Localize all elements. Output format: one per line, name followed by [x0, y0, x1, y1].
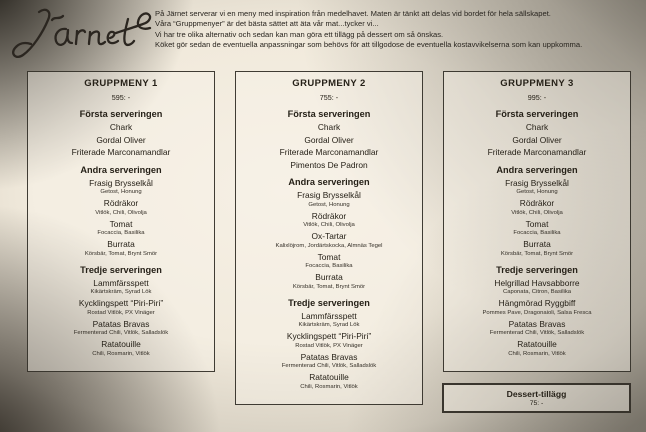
dish-details: Körsbär, Tomat, Brynt Smör [500, 250, 574, 257]
menu-item [241, 232, 417, 250]
dish-name: Ratatouille [517, 339, 557, 349]
course-heading: Första serveringen [79, 109, 163, 119]
menu-item [241, 161, 417, 171]
menu-item [241, 312, 417, 330]
dish-name: Gordal Oliver [512, 134, 562, 145]
menu-price: 595: - [111, 93, 131, 102]
menu-item [33, 240, 209, 258]
dish-name: Burrata [315, 272, 343, 282]
menu-item [449, 220, 625, 238]
dish-name: Ratatouille [101, 339, 141, 349]
menus-row [0, 71, 646, 405]
dish-name: Tomat [109, 218, 133, 229]
dish-name: Chark [525, 122, 549, 132]
menu-price: 755: - [319, 93, 339, 102]
dish-details: Vitlök, Chili, Olivolja [511, 209, 563, 216]
course-heading: Tredje serveringen [288, 297, 370, 308]
dish-details: Vitlök, Chili, Olivolja [303, 222, 355, 228]
dish-name: Burrata [523, 239, 551, 249]
menu-item [241, 123, 417, 133]
menu-title: GRUPPMENY 3 [500, 78, 574, 89]
dish-name: Kycklingspett “Piri-Piri” [78, 298, 164, 308]
dish-details: Kalixlöjrom, Jordärtskocka, Almnäs Tegel [275, 242, 383, 249]
dish-name: Frasig Brysselkål [505, 177, 569, 188]
dish-name: Patatas Bravas [508, 318, 566, 329]
dish-name: Ox-Tartar [311, 231, 347, 241]
dessert-box [442, 383, 631, 413]
course-heading: Tredje serveringen [80, 264, 162, 275]
jarnet-signature-icon [6, 2, 154, 64]
dish-name: Tomat [525, 218, 549, 229]
menu-item [241, 273, 417, 291]
menu-item [33, 279, 209, 297]
menu-item [449, 123, 625, 133]
menu-item [241, 332, 417, 350]
menu-item [33, 299, 209, 317]
menu-item [33, 148, 209, 158]
dish-name: Rödräkor [311, 210, 347, 221]
dish-name: Chark [109, 122, 133, 132]
menu-item [33, 123, 209, 133]
menu-item [449, 240, 625, 258]
course-heading: Tredje serveringen [496, 264, 578, 275]
dish-name: Hängmörad Ryggbiff [498, 298, 576, 308]
menu-title: GRUPPMENY 2 [292, 78, 366, 89]
dish-name: Friterade Marconamandlar [71, 147, 171, 157]
intro-line-2: Våra “Gruppmenyer” är det bästa sättet att äta vår mat...tycker vi... [155, 19, 379, 29]
dessert-price: 75: - [529, 399, 544, 407]
menu-item [33, 220, 209, 238]
menu-item [241, 353, 417, 371]
menu-item [449, 199, 625, 217]
menu-item [241, 253, 417, 271]
menu-item [449, 136, 625, 146]
dish-name: Ratatouille [309, 372, 349, 382]
dish-details: Vitlök, Chili, Olivolja [95, 209, 147, 216]
menu-item [449, 320, 625, 338]
menu-item [33, 199, 209, 217]
dish-name: Rödräkor [103, 198, 139, 208]
dessert-title: Dessert-tillägg [506, 388, 567, 399]
dish-details: Körsbär, Tomat, Brynt Smör [84, 250, 158, 257]
dish-name: Lammfärsspett [93, 277, 149, 288]
menu-item [33, 179, 209, 197]
dish-details: Rostad Vitlök, PX Vinäger [295, 342, 363, 349]
dish-name: Friterade Marconamandlar [487, 147, 587, 157]
course-heading: Första serveringen [495, 109, 579, 119]
course-heading: Andra serveringen [288, 177, 370, 187]
dish-name: Frasig Brysselkål [297, 190, 361, 200]
dish-details: Pommes Pave, Dragonaioli, Salsa Fresca [482, 309, 592, 316]
menu-item [449, 179, 625, 197]
dish-details: Getost, Honung [100, 189, 142, 195]
dish-details: Getost, Honung [516, 189, 558, 195]
dish-name: Gordal Oliver [304, 134, 354, 145]
dish-details: Focaccia, Basilika [513, 230, 561, 236]
dish-name: Pimentos De Padron [290, 159, 368, 170]
dish-details: Fermenterad Chili, Vitlök, Salladslök [281, 363, 377, 369]
menu-item [241, 136, 417, 146]
dish-details: Fermenterad Chili, Vitlök, Salladslök [73, 330, 169, 336]
menu-item [449, 148, 625, 158]
menu-item [241, 212, 417, 230]
menu-item [241, 148, 417, 158]
menu-item [241, 191, 417, 209]
dish-name: Friterade Marconamandlar [279, 147, 379, 157]
dish-name: Patatas Bravas [300, 351, 358, 362]
dish-details: Caponata, Citron, Basilika [502, 289, 572, 295]
intro-line-1: På Järnet serverar vi en meny med inspiration från medelhavet. Maten är tänkt att delas vid bordet för hela sällskapet. [155, 9, 551, 18]
dish-name: Helgrillad Havsabborre [494, 277, 580, 288]
dish-details: Focaccia, Basilika [97, 230, 145, 236]
intro-line-4: Köket gör sedan de eventuella anpassningar som behövs för att tillgodose de eventuella kostavvikelserna som kan uppkomma. [155, 40, 583, 50]
course-heading: Andra serveringen [80, 164, 162, 175]
dish-name: Gordal Oliver [96, 134, 146, 145]
menu-item [449, 299, 625, 317]
menu-title: GRUPPMENY 1 [84, 78, 158, 89]
menu-item [33, 320, 209, 338]
dish-details: Chili, Rosmarin, Vitlök [92, 350, 150, 357]
menu-card [235, 71, 423, 405]
course-heading: Första serveringen [287, 109, 371, 119]
menu-card [443, 71, 631, 372]
menu-price: 995: - [527, 93, 547, 102]
dish-details: Chili, Rosmarin, Vitlök [300, 383, 358, 390]
dish-details: Chili, Rosmarin, Vitlök [508, 350, 566, 357]
menu-item [449, 340, 625, 358]
intro-text [155, 9, 641, 51]
dish-details: Focaccia, Basilika [305, 263, 353, 269]
dish-details: Kikärtskräm, Syrad Lök [298, 322, 360, 328]
dish-name: Burrata [107, 239, 135, 249]
dish-name: Patatas Bravas [92, 318, 150, 329]
dish-name: Lammfärsspett [301, 310, 357, 321]
menu-item [33, 136, 209, 146]
dish-name: Kycklingspett “Piri-Piri” [286, 331, 372, 341]
dish-details: Körsbär, Tomat, Brynt Smör [292, 283, 366, 290]
intro-line-3: Vi har tre olika alternativ och sedan kan man göra ett tillägg på dessert om så önskas. [155, 29, 444, 39]
dish-details: Kikärtskräm, Syrad Lök [90, 289, 152, 295]
dish-details: Getost, Honung [308, 201, 350, 208]
menu-item [33, 340, 209, 358]
dish-name: Tomat [317, 251, 341, 262]
dish-name: Frasig Brysselkål [89, 177, 153, 188]
dish-details: Rostad Vitlök, PX Vinäger [87, 309, 155, 316]
dish-name: Rödräkor [519, 198, 555, 208]
menu-item [449, 279, 625, 297]
menu-item [241, 373, 417, 391]
menu-card [27, 71, 215, 372]
jarnet-logo [6, 2, 154, 64]
dish-name: Chark [317, 122, 341, 132]
dish-details: Fermenterad Chili, Vitlök, Salladslök [489, 330, 585, 336]
course-heading: Andra serveringen [496, 164, 578, 175]
